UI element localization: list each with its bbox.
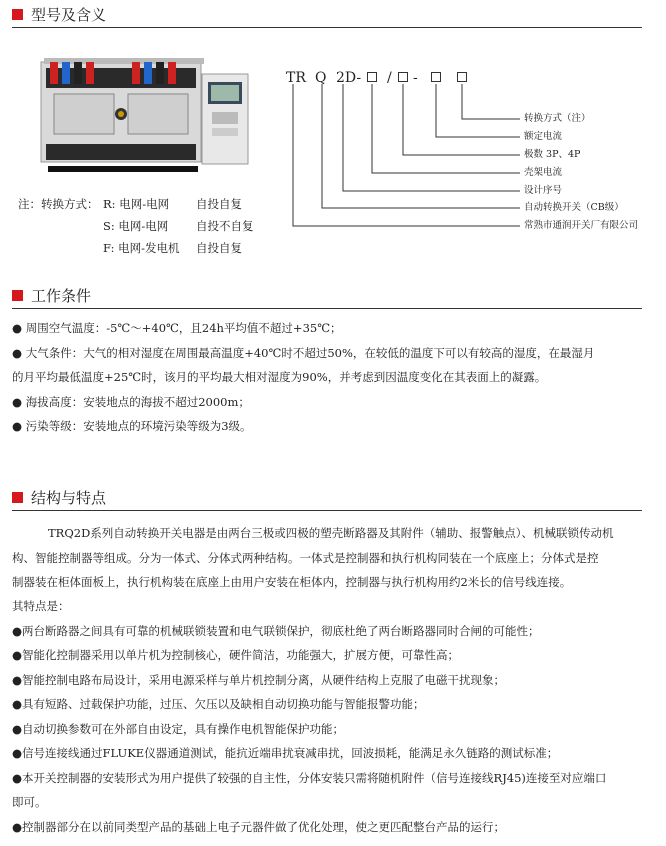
section-marker (12, 492, 23, 503)
section-divider (12, 510, 642, 511)
section-divider (12, 308, 642, 309)
section-title: 工作条件 (31, 286, 92, 305)
code-slash: / (387, 70, 392, 86)
legend-item: 壳架电流 (524, 167, 563, 178)
condition-item: ● 海拔高度：安装地点的海拔不超过2000m； (12, 395, 250, 409)
legend-item: 常熟市通润开关厂有限公司 (524, 220, 639, 231)
feature-item: ●自动切换参数可在外部自由设定，具有操作电机智能保护功能； (12, 722, 345, 736)
feature-item: ●信号连接线通过FLUKE仪器通道测试，能抗近端串扰衰减串扰，回波损耗，能满足永久链路的测试标准； (12, 746, 559, 760)
feature-item: 即可。 (12, 795, 47, 809)
intro-line: 制器装在柜体面板上，执行机构装在底座上由用户安装在柜体内，控制器与执行机构用约2米长的信号线连接。 (12, 575, 572, 589)
condition-item: ● 周围空气温度：-5℃～+40℃，且24h平均值不超过+35℃； (12, 321, 342, 335)
note-desc: 自投不自复 (196, 219, 254, 233)
note-mode: R: 电网-电网 (103, 197, 170, 211)
legend-item: 设计序号 (524, 185, 563, 196)
feature-item: ●两台断路器之间具有可靠的机械联锁装置和电气联锁保护，彻底杜绝了两台断路器同时合闸的可能性； (12, 624, 540, 638)
code-tr: TR (286, 70, 306, 86)
section-header-conditions (12, 284, 91, 306)
feature-item: ●智能控制电路布局设计，采用电源采样与单片机控制分离，从硬件结构上克服了电磁干扰现象； (12, 673, 506, 687)
intro-line: TRQ2D系列自动转换开关电器是由两台三极或四极的塑壳断路器及其附件（辅助、报警触点）、机械联锁传动机 (48, 526, 614, 540)
note-desc: 自投自复 (196, 241, 242, 255)
note-mode: F: 电网-发电机 (103, 241, 180, 255)
section-header-features (12, 486, 106, 508)
intro-line: 其特点是： (12, 599, 70, 613)
code-q: Q (315, 70, 327, 86)
feature-item: ●控制器部分在以前同类型产品的基础上电子元器件做了优化处理，使之更匹配整台产品的运行； (12, 820, 506, 834)
legend-item: 转换方式（注） (524, 113, 591, 124)
condition-item: ● 污染等级：安装地点的环境污染等级为3级。 (12, 419, 252, 433)
code-dash: - (413, 70, 418, 86)
condition-item: ● 大气条件：大气的相对湿度在周围最高温度+40℃时不超过50%，在较低的温度下可以有较高的湿度，在最湿月 (12, 346, 595, 360)
legend-item: 自动转换开关（CB级） (524, 202, 624, 213)
note-mode: S: 电网-电网 (103, 219, 169, 233)
feature-item: ●智能化控制器采用以单片机为控制核心，硬件简洁，功能强大，扩展方便，可靠性高； (12, 648, 460, 662)
note-desc: 自投自复 (196, 197, 242, 211)
feature-item: ●具有短路、过载保护功能，过压、欠压以及缺相自动切换功能与智能报警功能； (12, 697, 425, 711)
code-2d: 2D- (336, 70, 362, 86)
intro-line: 构、智能控制器等组成。分为一体式、分体式两种结构。一体式是控制器和执行机构同装在一个底座上；分体式是控 (12, 551, 599, 565)
condition-item: 的月平均最低温度+25℃时，该月的平均最大相对湿度为90%，并考虑到因温度变化在其表面上的凝露。 (12, 370, 547, 384)
legend-item: 额定电流 (524, 131, 563, 142)
legend-item: 极数 3P、4P (524, 149, 581, 160)
note-prefix: 注：转换方式： (18, 197, 99, 211)
section-title: 型号及含义 (31, 5, 107, 24)
section-title: 结构与特点 (31, 488, 107, 507)
feature-item: ●本开关控制器的安装形式为用户提供了较强的自主性，分体安装只需将随机附件（信号连接线RJ45)连接至对应端口 (12, 771, 607, 785)
section-marker (12, 290, 23, 301)
